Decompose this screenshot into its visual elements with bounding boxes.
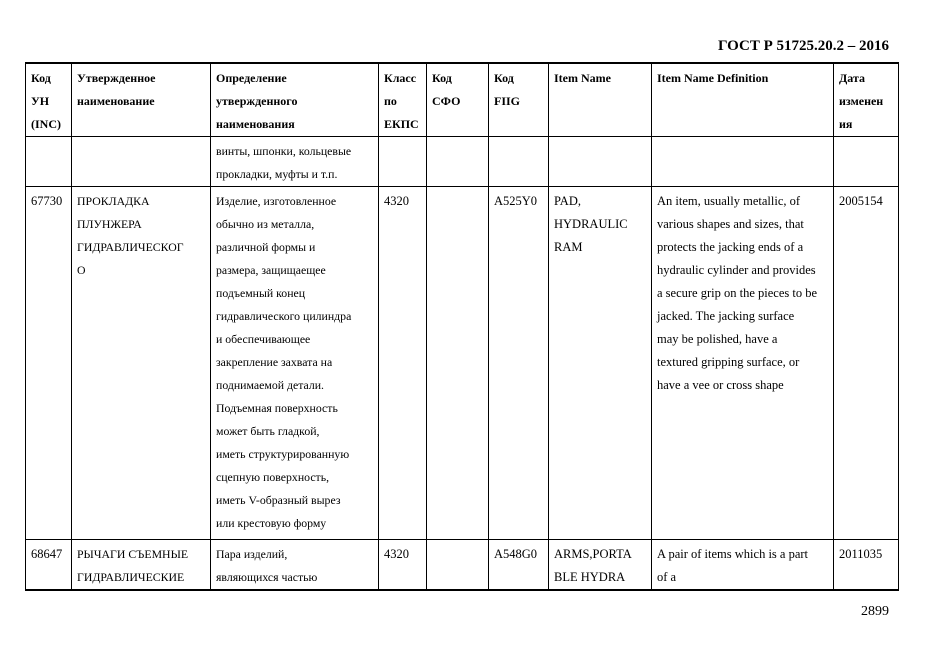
table-row [26, 540, 899, 591]
cell-line: (INC) [31, 117, 61, 131]
cell-item-name-definition [652, 137, 834, 187]
cell-line: a secure grip on the pieces to be [657, 286, 818, 300]
column-header-inc [26, 63, 72, 137]
cell-line: HYDRAULIC [554, 217, 628, 231]
cell-line: RAM [554, 240, 583, 254]
cell-line: сцепную поверхность, [216, 470, 330, 484]
table-row [26, 187, 899, 540]
cell-line: и обеспечивающее [216, 332, 311, 346]
cell-class [379, 137, 427, 187]
cell-line: Код [494, 71, 514, 85]
cell-line: FIIG [494, 94, 521, 108]
cell-line: различной формы и [216, 240, 316, 254]
cell-class [379, 540, 427, 591]
cell-definition [211, 137, 379, 187]
cell-line: ARMS,PORTA [554, 547, 632, 561]
cell-fiig [489, 137, 549, 187]
cell-line: по [384, 94, 397, 108]
cell-line: 67730 [31, 194, 63, 208]
column-header-change-date [834, 63, 899, 137]
cell-definition [211, 187, 379, 540]
table-row [26, 137, 899, 187]
cell-line: of a [657, 570, 677, 584]
cell-line: иметь V-образный вырез [216, 493, 341, 507]
cell-line: ЕКПС [384, 117, 419, 131]
cell-item-name [549, 187, 652, 540]
column-header-fiig [489, 63, 549, 137]
cell-line: размера, защищаещее [216, 263, 326, 277]
cell-line: иметь структурированную [216, 447, 350, 461]
cell-line: Item Name Definition [657, 71, 769, 85]
cell-line: Дата [839, 71, 865, 85]
cell-line: Item Name [554, 71, 611, 85]
cell-line: наименование [77, 94, 155, 108]
cell-definition [211, 540, 379, 591]
cell-line: УН [31, 94, 50, 108]
cell-fiig [489, 187, 549, 540]
cell-line: hydraulic cylinder and provides [657, 263, 816, 277]
cell-line: An item, usually metallic, of [657, 194, 801, 208]
cell-line: A525Y0 [494, 194, 538, 208]
page-number: 2899 [861, 604, 889, 619]
cell-line: или крестовую форму [216, 516, 327, 530]
cell-line: Изделие, изготовленное [216, 194, 337, 208]
cell-line: прокладки, муфты и т.п. [216, 167, 338, 181]
cell-line: наименования [216, 117, 295, 131]
cell-line: обычно из металла, [216, 217, 315, 231]
cell-item-name-definition [652, 187, 834, 540]
cell-inc [26, 540, 72, 591]
cell-approved-name [72, 137, 211, 187]
cell-fiig [489, 540, 549, 591]
cell-item-name [549, 137, 652, 187]
cell-line: BLE HYDRA [554, 570, 626, 584]
cell-line: textured gripping surface, or [657, 355, 800, 369]
column-header-class [379, 63, 427, 137]
cell-line: Пара изделий, [216, 547, 288, 561]
cell-line: Класс [384, 71, 417, 85]
cell-line: ГИДРАВЛИЧЕСКИЕ [77, 570, 185, 584]
cell-approved-name [72, 540, 211, 591]
cell-line: may be polished, have a [657, 332, 778, 346]
cell-line: изменен [839, 94, 884, 108]
column-header-item-name [549, 63, 652, 137]
cell-line: Утвержденное [77, 71, 156, 85]
cell-change-date [834, 187, 899, 540]
cell-line: A pair of items which is a part [657, 547, 809, 561]
cell-line: ПРОКЛАДКА [77, 194, 150, 208]
cell-approved-name [72, 187, 211, 540]
cell-line: ия [839, 117, 853, 131]
column-header-definition [211, 63, 379, 137]
cell-line: Код [31, 71, 51, 85]
cell-line: Подъемная поверхность [216, 401, 338, 415]
cell-line: 68647 [31, 547, 63, 561]
catalog-table [25, 62, 899, 591]
cell-line: 4320 [384, 547, 409, 561]
column-header-item-name-definition [652, 63, 834, 137]
cell-line: PAD, [554, 194, 581, 208]
cell-line: СФО [432, 94, 461, 108]
cell-line: 2011035 [839, 547, 883, 561]
cell-line: Код [432, 71, 452, 85]
cell-line: protects the jacking ends of a [657, 240, 804, 254]
cell-line: Определение [216, 71, 287, 85]
column-header-approved-name [72, 63, 211, 137]
cell-line: поднимаемой детали. [216, 378, 325, 392]
cell-line: являющихся частью [216, 570, 318, 584]
cell-sfo [427, 187, 489, 540]
cell-sfo [427, 137, 489, 187]
cell-sfo [427, 540, 489, 591]
cell-change-date [834, 137, 899, 187]
cell-line: О [77, 263, 86, 277]
cell-line: jacked. The jacking surface [657, 309, 795, 323]
cell-line: гидравлического цилиндра [216, 309, 352, 323]
table-header-row [26, 63, 899, 137]
cell-line: ПЛУНЖЕРА [77, 217, 142, 231]
document-header: ГОСТ Р 51725.20.2 – 2016 [717, 38, 889, 54]
cell-line: может быть гладкой, [216, 424, 320, 438]
cell-item-name [549, 540, 652, 591]
cell-line: 4320 [384, 194, 409, 208]
cell-class [379, 187, 427, 540]
cell-line: подъемный конец [216, 286, 306, 300]
cell-inc [26, 187, 72, 540]
cell-line: винты, шпонки, кольцевые [216, 144, 352, 158]
cell-line: ГИДРАВЛИЧЕСКОГ [77, 240, 184, 254]
cell-line: РЫЧАГИ СЪЕМНЫЕ [77, 547, 189, 561]
cell-line: 2005154 [839, 194, 883, 208]
cell-change-date [834, 540, 899, 591]
cell-line: утвержденного [216, 94, 298, 108]
cell-line: A548G0 [494, 547, 538, 561]
cell-item-name-definition [652, 540, 834, 591]
cell-inc [26, 137, 72, 187]
cell-line: закрепление захвата на [216, 355, 333, 369]
cell-line: various shapes and sizes, that [657, 217, 804, 231]
column-header-sfo [427, 63, 489, 137]
cell-line: have a vee or cross shape [657, 378, 784, 392]
